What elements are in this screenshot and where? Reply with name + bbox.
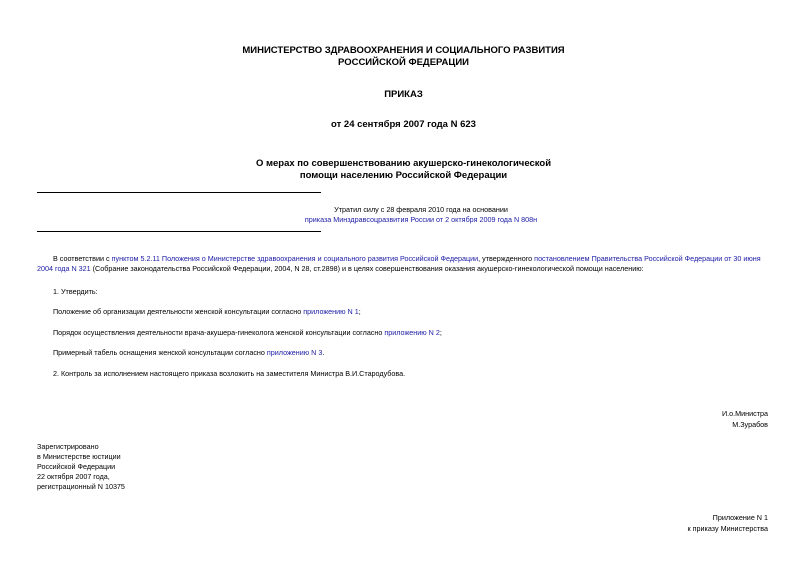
item-procedure-end: ;	[439, 328, 442, 337]
divider-top	[37, 192, 321, 193]
appendix-line-2: к приказу Министерства	[687, 523, 768, 533]
registration-line-4: 22 октября 2007 года,	[37, 472, 110, 481]
appendix-2-link[interactable]: приложению N 2	[384, 328, 440, 337]
preamble-text-1: В соответствии с	[53, 254, 112, 263]
item-equipment-text: Примерный табель оснащения женской консультации согласно	[53, 348, 267, 357]
item-equipment-end: .	[322, 348, 325, 357]
registration-line-1: Зарегистрировано	[37, 442, 99, 451]
item-control: 2. Контроль за исполнением настоящего приказа возложить на заместителя Министра В.И.Стародубова.	[53, 369, 406, 378]
preamble-link-regulation[interactable]: пунктом 5.2.11 Положения о Министерстве здравоохранения и социального развития Российской Федерации	[111, 254, 479, 263]
item-approve: 1. Утвердить:	[53, 287, 98, 296]
preamble-link-decree[interactable]: постановлением Правительства Российской Федерации от 30 июня 2004 года N 321	[37, 254, 761, 273]
status-note-link[interactable]: приказа Минздравсоцразвития России от 2 октября 2009 года N 808н	[304, 214, 538, 224]
registration-block	[37, 442, 125, 492]
item-regulation-end: ;	[358, 307, 361, 316]
preamble-text-3: (Собрание законодательства Российской Федерации, 2004, N 28, ст.2898) и в целях совершенствования оказания акушерско-гинекологической помощи населению:	[90, 263, 644, 273]
item-procedure	[37, 328, 769, 338]
appendix-3-link[interactable]: приложению N 3	[266, 348, 323, 357]
item-procedure-text: Порядок осуществления деятельности врача-акушера-гинеколога женской консультации согласно	[53, 328, 385, 337]
divider-bottom	[37, 231, 321, 232]
appendix-line-1: Приложение N 1	[712, 513, 768, 522]
status-note	[276, 205, 566, 224]
ministry-line-1: МИНИСТЕРСТВО ЗДРАВООХРАНЕНИЯ И СОЦИАЛЬНОГО РАЗВИТИЯ	[242, 45, 565, 56]
signature-position: И.о.Министра	[721, 409, 768, 418]
doc-title	[0, 158, 807, 181]
ministry-line-2: РОССИЙСКОЙ ФЕДЕРАЦИИ	[337, 56, 469, 68]
signature-name: М.Зурабов	[732, 419, 768, 429]
title-line-1: О мерах по совершенствованию акушерско-гинекологической	[255, 158, 552, 169]
registration-line-2: в Министерстве юстиции	[37, 452, 121, 461]
date-number: от 24 сентября 2007 года N 623	[331, 119, 476, 130]
doc-type: ПРИКАЗ	[384, 89, 423, 100]
appendix-1-link[interactable]: приложению N 1	[303, 307, 359, 316]
registration-line-3: Российской Федерации	[37, 462, 116, 471]
ministry-heading	[0, 45, 807, 68]
signature-block	[722, 409, 768, 430]
item-regulation	[37, 307, 769, 317]
preamble-text-2: , утвержденного	[478, 254, 535, 263]
appendix-heading	[688, 513, 768, 534]
registration-line-5: регистрационный N 10375	[37, 482, 125, 491]
title-line-2: помощи населению Российской Федерации	[299, 169, 508, 181]
preamble-paragraph	[37, 254, 769, 273]
item-regulation-text: Положение об организации деятельности женской консультации согласно	[53, 307, 304, 316]
status-note-line-1: Утратил силу с 28 февраля 2010 года на основании	[334, 205, 508, 214]
item-equipment	[37, 348, 769, 358]
